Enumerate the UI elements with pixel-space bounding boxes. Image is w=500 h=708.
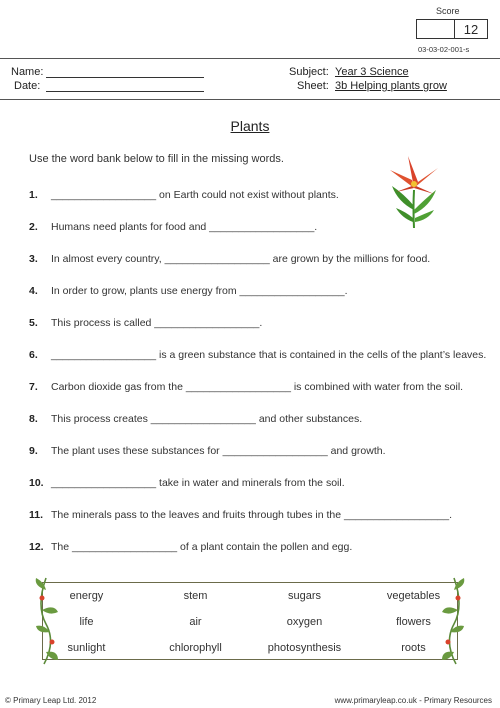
word-bank-item: sugars (287, 590, 322, 602)
question-number: 8. (29, 413, 38, 425)
word-bank (32, 576, 468, 666)
word-bank-item: chlorophyll (169, 642, 222, 654)
question-text: __________________ on Earth could not exist without plants. (51, 189, 339, 201)
question-text: __________________ take in water and minerals from the soil. (51, 477, 345, 489)
score-box (416, 19, 488, 39)
question-text: In order to grow, plants use energy from __________________. (51, 285, 348, 297)
score-label: Score (436, 6, 460, 16)
question-text: This process is called __________________. (51, 317, 263, 329)
question-text: __________________ is a green substance that is contained in the cells of the plant’s leaves. (51, 349, 487, 361)
instructions: Use the word bank below to fill in the missing words. (29, 153, 284, 165)
question-10 (29, 477, 345, 489)
question-text: The __________________ of a plant contain the pollen and egg. (51, 541, 353, 553)
header-rule-bottom (0, 99, 500, 100)
word-bank-item: life (79, 616, 94, 628)
sheet-code: 03-03-02-001-s (418, 45, 470, 54)
page-title: Plants (230, 118, 270, 134)
question-number: 9. (29, 445, 38, 457)
date-line[interactable] (46, 91, 204, 92)
copyright-footer: © Primary Leap Ltd. 2012 (5, 696, 97, 705)
word-bank-item: energy (69, 590, 104, 602)
question-12 (29, 541, 352, 553)
question-11 (29, 509, 452, 521)
question-text: This process creates __________________ and other substances. (51, 413, 363, 425)
word-bank-item: sunlight (67, 642, 106, 654)
question-3 (29, 253, 430, 265)
question-number: 5. (29, 317, 38, 329)
header-rule-top (0, 58, 500, 59)
word-bank-item: flowers (396, 616, 431, 628)
word-bank-item: air (189, 616, 202, 628)
question-number: 3. (29, 253, 38, 265)
word-bank-item: stem (183, 590, 208, 602)
flower-illustration (384, 150, 444, 230)
question-text: The minerals pass to the leaves and fruits through tubes in the __________________. (51, 509, 453, 521)
question-text: In almost every country, __________________ are grown by the millions for food. (51, 253, 431, 265)
question-7 (29, 381, 463, 393)
question-number: 2. (29, 221, 38, 233)
name-label: Name: (11, 66, 44, 78)
question-5 (29, 317, 262, 329)
question-number: 10. (29, 477, 44, 489)
question-2 (29, 221, 317, 233)
question-4 (29, 285, 348, 297)
question-number: 11. (29, 509, 44, 521)
sheet-value: 3b Helping plants grow (335, 80, 447, 92)
question-8 (29, 413, 362, 425)
question-text: Carbon dioxide gas from the __________________ is combined with water from the soil. (51, 381, 464, 393)
question-1 (29, 189, 339, 201)
word-bank-grid (32, 590, 468, 660)
subject-value: Year 3 Science (335, 66, 409, 78)
date-label: Date: (14, 80, 41, 92)
question-number: 1. (29, 189, 38, 201)
question-text: Humans need plants for food and __________________. (51, 221, 318, 233)
question-number: 6. (29, 349, 38, 361)
question-number: 7. (29, 381, 38, 393)
score-input-cell[interactable] (417, 20, 455, 38)
subject-label: Subject: (289, 66, 329, 78)
word-bank-item: photosynthesis (267, 642, 342, 654)
question-6 (29, 349, 486, 361)
question-number: 4. (29, 285, 38, 297)
sheet-label: Sheet: (297, 80, 329, 92)
word-bank-item: oxygen (286, 616, 323, 628)
question-9 (29, 445, 386, 457)
word-bank-item: vegetables (386, 590, 441, 602)
question-number: 12. (29, 541, 44, 553)
word-bank-item: roots (401, 642, 426, 654)
score-value: 12 (463, 21, 479, 37)
name-line[interactable] (46, 77, 204, 78)
question-text: The plant uses these substances for __________________ and growth. (51, 445, 386, 457)
website-footer[interactable]: www.primaryleap.co.uk - Primary Resources (334, 696, 492, 705)
